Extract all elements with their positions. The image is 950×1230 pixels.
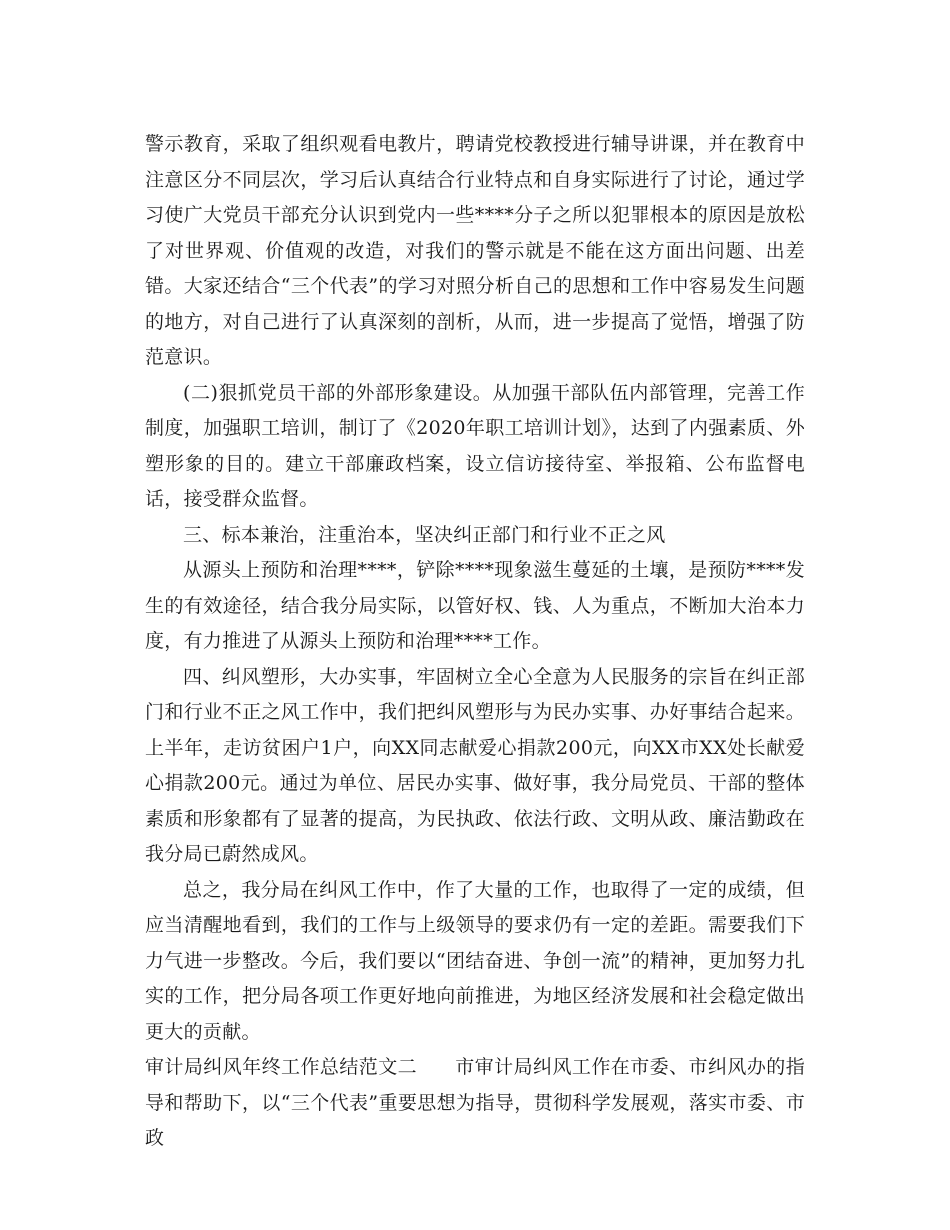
paragraph-conclusion: 总之，我分局在纠风工作中，作了大量的工作，也取得了一定的成绩，但应当清醒地看到，我们的工作与上级领导的要求仍有一定的差距。需要我们下力气进一步整改。今后，我们要以“团结奋进、争创一流”的精神，更加努力扎实的工作，把分局各项工作更好地向前推进，为地区经济发展和社会稳定做出更大的贡献。 [145, 878, 805, 1043]
paragraph-heading-four: 四、纠风塑形，大办实事，牢固树立全心全意为人民服务的宗旨在纠正部门和行业不正之风工作中，我们把纠风塑形与为民办实事、办好事结合起来。上半年，走访贫困户1户，向XX同志献爱心捐款200元，向XX市XX处长献爱心捐款200元。通过为单位、居民办实事、做好事，我分局党员、干部的整体素质和形象都有了显著的提高，为民执政、依法行政、文明从政、廉洁勤政在我分局已蔚然成风。 [145, 665, 805, 865]
paragraph-warning-education: 警示教育，采取了组织观看电教片，聘请党校教授进行辅导讲课，并在教育中注意区分不同层次，学习后认真结合行业特点和自身实际进行了讨论，通过学习使广大党员干部充分认识到党内一些****分子之所以犯罪根本的原因是放松了对世界观、价值观的改造，对我们的警示就是不能在这方面出问题、出差错。大家还结合“三个代表”的学习对照分析自己的思想和工作中容易发生问题的地方，对自己进行了认真深刻的剖析，从而，进一步提高了觉悟，增强了防范意识。 [145, 133, 805, 368]
section-two [145, 1050, 805, 1157]
document-body [145, 127, 805, 1157]
paragraph-heading-three: 三、标本兼治，注重治本，坚决纠正部门和行业不正之风 [183, 523, 666, 546]
paragraph-source-prevention: 从源头上预防和治理****，铲除****现象滋生蔓延的土壤，是预防****发生的有效途径，结合我分局实际，以管好权、钱、人为重点，不断加大治本力度，有力推进了从源头上预防和治理****工作。 [145, 559, 805, 652]
section-text: 市审计局纠风工作在市委、市纠风办的指导和帮助下，以“三个代表”重要思想为指导，贯彻科学发展观，落实市委、市政 [145, 1056, 805, 1149]
paragraph-external-image: (二)狠抓党员干部的外部形象建设。从加强干部队伍内部管理，完善工作制度，加强职工培训，制订了《2020年职工培训计划》，达到了内强素质、外塑形象的目的。建立干部廉政档案，设立信访接待室、举报箱、公布监督电话，接受群众监督。 [145, 381, 805, 510]
section-heading: 审计局纠风年终工作总结范文二 [145, 1056, 418, 1078]
